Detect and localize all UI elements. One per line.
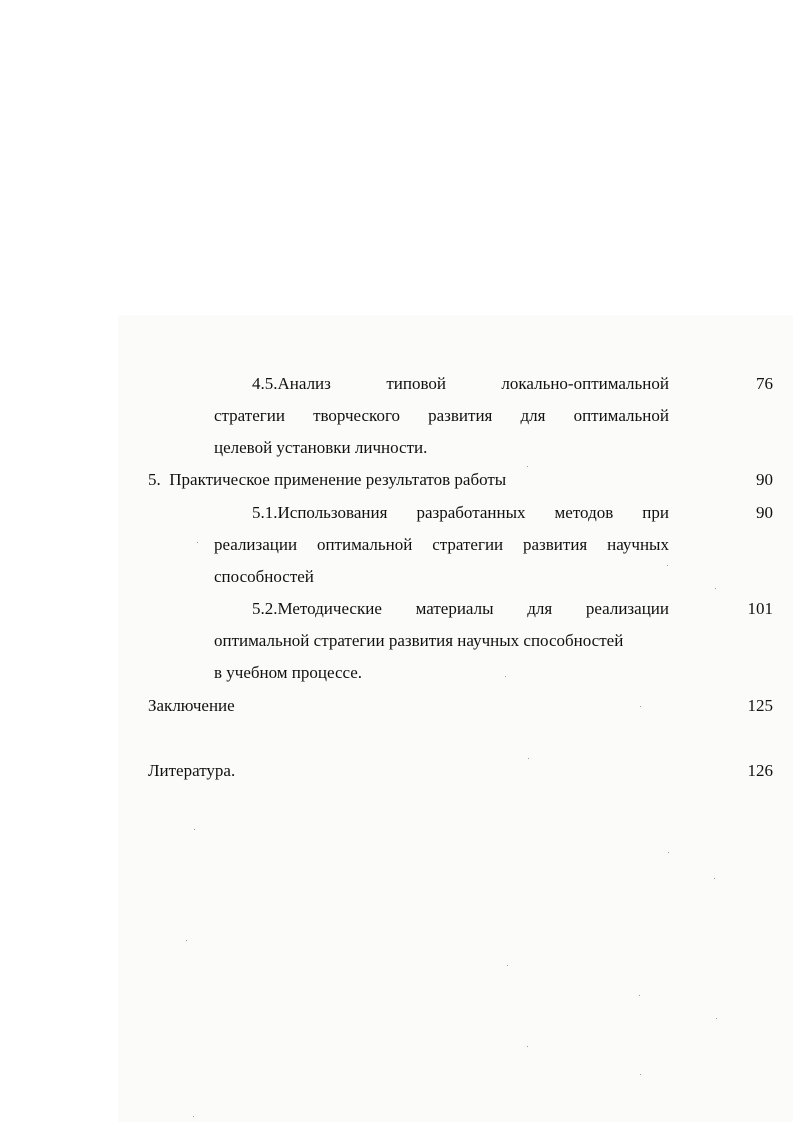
scan-speck (197, 542, 198, 543)
scan-speck (716, 1018, 717, 1019)
toc-word: развития (428, 406, 493, 425)
toc-entry-4-5-line-3: целевой установки личности. (214, 438, 428, 457)
scan-speck (505, 676, 506, 677)
toc-word: материалы (415, 599, 494, 618)
toc-entry-5-title: 5. Практическое применение результатов работы (148, 470, 507, 489)
toc-word: реализации (585, 599, 669, 618)
toc-entry-4-5-line-2 (214, 406, 669, 426)
scan-speck (528, 758, 529, 759)
toc-literature-title: Литература. (148, 761, 236, 780)
toc-word: для (520, 406, 546, 425)
toc-word: стратегии (432, 535, 504, 554)
toc-word: разработанных (416, 503, 526, 522)
toc-entry-5-1-line-3: способностей (214, 567, 314, 586)
scan-speck (714, 878, 715, 879)
toc-word: при (642, 503, 669, 522)
toc-literature-page: 126 (747, 761, 773, 780)
toc-entry-5-1-line-2 (214, 535, 669, 555)
toc-entry-5-1-page: 90 (756, 503, 773, 522)
toc-conclusion-page: 125 (747, 696, 773, 715)
toc-entry-4-5-page: 76 (756, 374, 773, 393)
toc-word: 5.1.Использования (252, 503, 388, 522)
toc-word: оптимальной (316, 535, 413, 554)
toc-conclusion-title: Заключение (148, 696, 235, 715)
toc-entry-5-2-line-3: в учебном процессе. (214, 663, 363, 682)
scan-speck (668, 852, 669, 853)
scan-speck (194, 829, 195, 830)
toc-entry-5-page: 90 (756, 470, 773, 489)
toc-word: развития (523, 535, 588, 554)
toc-entry-5-2-page: 101 (747, 599, 773, 618)
toc-word: типовой (386, 374, 446, 393)
scan-speck (527, 1046, 528, 1047)
toc-word: оптимальной (573, 406, 669, 425)
scan-speck (639, 995, 640, 996)
scan-speck (640, 706, 641, 707)
toc-word: 4.5.Анализ (252, 374, 331, 393)
toc-word: творческого (313, 406, 400, 425)
toc-word: научных (607, 535, 669, 554)
toc-entry-5-1-line-1 (252, 503, 669, 523)
toc-word: для (527, 599, 553, 618)
toc-entry-5-2-line-1 (252, 599, 669, 619)
toc-word: реализации (214, 535, 298, 554)
scan-speck (667, 565, 668, 566)
toc-word: методов (554, 503, 614, 522)
scan-speck (193, 1116, 194, 1117)
toc-word: 5.2.Методические (252, 599, 382, 618)
scan-speck (715, 588, 716, 589)
toc-word: стратегии (214, 406, 285, 425)
scan-speck (186, 940, 187, 941)
scan-speck (640, 1074, 641, 1075)
toc-word: локально-оптимальной (501, 374, 669, 393)
scan-speck (527, 466, 528, 467)
scan-speck (507, 965, 508, 966)
toc-entry-5-2-line-2: оптимальной стратегии развития научных способностей (214, 631, 624, 650)
toc-entry-4-5-line-1 (252, 374, 669, 394)
